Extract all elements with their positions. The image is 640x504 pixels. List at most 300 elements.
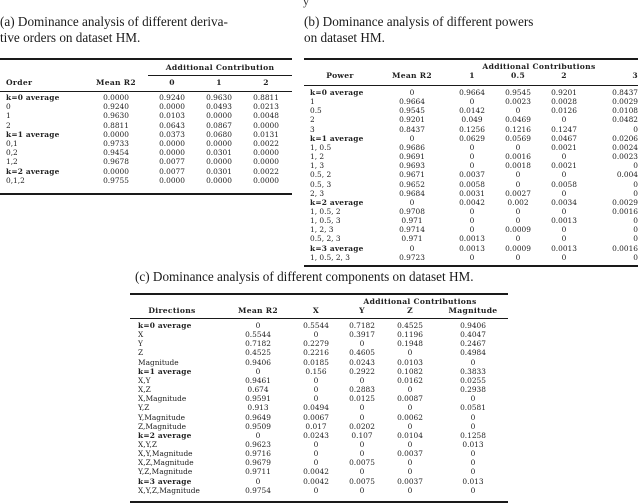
table-c-col-directions: Directions xyxy=(148,306,196,315)
row-value: 0.0009 xyxy=(505,225,531,235)
row-value: 0 xyxy=(470,412,476,422)
row-value: 0.0142 xyxy=(459,106,485,116)
row-value: 0.013 xyxy=(462,439,484,449)
row-label: 0 xyxy=(6,102,11,112)
row-value: 0 xyxy=(470,449,476,459)
row-value: 0.1082 xyxy=(397,366,423,376)
table-row xyxy=(130,358,508,367)
row-value: 0 xyxy=(255,430,261,440)
row-label: 1,2 xyxy=(6,157,18,167)
row-label: 2, 3 xyxy=(310,188,325,198)
row-value: 0.0000 xyxy=(103,129,129,139)
row-label: 0.5 xyxy=(310,106,322,116)
row-value: 0.017 xyxy=(305,421,327,431)
row-value: 0.9240 xyxy=(103,102,129,112)
row-value: 0.0024 xyxy=(612,142,638,152)
table-c-col-mean-r2: Mean R2 xyxy=(237,306,279,315)
row-value: 0.9691 xyxy=(399,152,425,162)
row-label: k=3 average xyxy=(310,243,364,253)
row-value: 0.0000 xyxy=(253,120,279,130)
row-value: 0.9671 xyxy=(399,170,425,180)
table-row xyxy=(130,385,508,394)
table-a-caption-line2: tive orders on dataset HM. xyxy=(0,30,141,45)
table-row xyxy=(130,376,508,385)
row-label: 1 xyxy=(6,111,11,121)
row-label: X,Y,Magnitude xyxy=(138,449,193,459)
row-value: 0.4525 xyxy=(397,321,423,330)
row-value: 0.9716 xyxy=(245,449,271,459)
row-value: 0.0077 xyxy=(159,166,185,176)
row-label: 0,2 xyxy=(6,148,18,158)
row-value: 0.0021 xyxy=(551,161,577,171)
row-label: X,Magnitude xyxy=(138,394,187,404)
table-row xyxy=(130,339,508,348)
row-value: 0.0016 xyxy=(612,206,638,216)
row-label: Z xyxy=(138,348,144,358)
row-value: 0.0493 xyxy=(206,102,232,112)
row-value: 0.0013 xyxy=(551,243,577,253)
row-value: 0 xyxy=(515,106,521,116)
row-value: 0 xyxy=(313,449,319,459)
row-label: X,Z,Magnitude xyxy=(138,458,194,468)
row-value: 0 xyxy=(407,439,413,449)
table-row xyxy=(130,367,508,376)
table-b-col-2: 2 xyxy=(561,71,567,80)
row-value: 0 xyxy=(359,439,365,449)
row-value: 0.0301 xyxy=(206,166,232,176)
row-value: 0.004 xyxy=(616,170,638,180)
row-value: 0 xyxy=(515,206,521,216)
row-value: 0.9754 xyxy=(245,485,271,495)
row-value: 0.1256 xyxy=(459,124,485,134)
row-label: X xyxy=(138,330,144,340)
row-label: k=2 average xyxy=(6,166,60,176)
row-value: 0.0467 xyxy=(551,133,577,143)
table-row xyxy=(130,422,508,431)
row-label: X,Y xyxy=(138,375,151,385)
row-label: 1, 2 xyxy=(310,152,325,162)
table-row xyxy=(130,321,508,330)
row-value: 0.0000 xyxy=(206,157,232,167)
row-value: 0.5544 xyxy=(245,330,271,340)
table-row xyxy=(130,348,508,357)
row-value: 0 xyxy=(469,152,475,162)
row-value: 0.9714 xyxy=(399,225,425,235)
row-value: 0.5544 xyxy=(303,321,329,330)
row-value: 0.4047 xyxy=(460,330,486,340)
row-value: 0.0000 xyxy=(206,111,232,121)
row-value: 0.9623 xyxy=(245,439,271,449)
row-value: 0.0028 xyxy=(551,97,577,107)
table-row xyxy=(130,403,508,412)
row-label: 0.5, 2 xyxy=(310,170,332,180)
row-value: 0.0126 xyxy=(551,106,577,116)
row-label: k=1 average xyxy=(310,133,364,143)
row-value: 0.1216 xyxy=(505,124,531,134)
row-value: 0.2883 xyxy=(349,385,375,395)
row-label: Z,Magnitude xyxy=(138,421,187,431)
row-label: 1, 3 xyxy=(310,161,325,171)
table-c-caption: (c) Dominance analysis of different components on dataset HM. xyxy=(135,269,474,284)
row-label: 1 xyxy=(310,97,315,107)
row-value: 0.9545 xyxy=(399,106,425,116)
row-value: 0.9630 xyxy=(103,111,129,121)
row-label: k=0 average xyxy=(138,321,192,330)
row-value: 0 xyxy=(633,216,638,226)
row-label: k=0 average xyxy=(6,93,60,102)
row-value: 0 xyxy=(469,97,475,107)
row-value: 0.0103 xyxy=(159,111,185,121)
row-value: 0.0067 xyxy=(303,412,329,422)
row-value: 0 xyxy=(561,170,567,180)
row-value: 0 xyxy=(515,234,521,244)
row-label: 0,1 xyxy=(6,139,18,148)
table-c xyxy=(130,0,508,504)
row-value: 0.9545 xyxy=(505,88,531,97)
table-b-caption-line2: on dataset HM. xyxy=(304,30,385,45)
row-value: 0.0206 xyxy=(612,133,638,143)
row-value: 0.0022 xyxy=(253,166,279,176)
row-value: 0.9591 xyxy=(245,394,271,404)
row-value: 0 xyxy=(407,403,413,413)
row-value: 0.9649 xyxy=(245,412,271,422)
row-value: 0.0029 xyxy=(612,197,638,207)
row-label: X,Z xyxy=(138,385,151,395)
row-value: 0.0016 xyxy=(612,243,638,253)
table-row xyxy=(130,458,508,467)
table-row xyxy=(130,449,508,458)
row-value: 0.3917 xyxy=(349,330,375,340)
row-value: 0.002 xyxy=(507,197,529,207)
row-value: 0.0680 xyxy=(206,129,232,139)
row-value: 0.107 xyxy=(351,430,373,440)
row-value: 0.0131 xyxy=(253,129,279,139)
row-label: k=1 average xyxy=(6,129,60,139)
row-label: k=1 average xyxy=(138,366,192,376)
row-value: 0 xyxy=(407,458,413,468)
row-value: 0.9684 xyxy=(399,188,425,198)
row-value: 0.8811 xyxy=(253,93,279,102)
row-value: 0 xyxy=(409,197,415,207)
row-value: 0 xyxy=(633,179,638,189)
row-value: 0.9406 xyxy=(245,357,271,367)
row-value: 0 xyxy=(313,385,319,395)
row-value: 0 xyxy=(469,225,475,235)
row-label: 2 xyxy=(6,120,11,130)
row-value: 0.1196 xyxy=(397,330,423,340)
row-label: Y,Z xyxy=(138,403,150,413)
row-value: 0 xyxy=(561,206,567,216)
row-value: 0.9708 xyxy=(399,206,425,216)
table-row xyxy=(130,467,508,476)
table-row xyxy=(130,330,508,339)
table-a-col-order: Order xyxy=(6,78,33,87)
row-value: 0.9679 xyxy=(245,458,271,468)
row-value: 0.0022 xyxy=(253,139,279,148)
row-value: 0 xyxy=(313,375,319,385)
row-value: 0.1948 xyxy=(397,339,423,349)
row-value: 0.0037 xyxy=(459,170,485,180)
row-label: 0.5, 2, 3 xyxy=(310,234,341,244)
row-value: 0.0469 xyxy=(505,115,531,125)
row-value: 0.9454 xyxy=(103,148,129,158)
row-value: 0 xyxy=(469,161,475,171)
row-value: 0.0013 xyxy=(551,216,577,226)
row-value: 0 xyxy=(470,421,476,431)
table-row xyxy=(130,413,508,422)
row-value: 0.0243 xyxy=(349,357,375,367)
row-value: 0 xyxy=(407,485,413,495)
row-value: 0 xyxy=(407,385,413,395)
row-value: 0.0042 xyxy=(303,467,329,477)
row-label: k=2 average xyxy=(310,197,364,207)
row-value: 0.1258 xyxy=(460,430,486,440)
row-value: 0 xyxy=(633,161,638,171)
row-value: 0.0125 xyxy=(349,394,375,404)
row-value: 0.0867 xyxy=(206,120,232,130)
row-value: 0 xyxy=(255,476,261,486)
table-c-header-row xyxy=(130,306,508,315)
table-c-group-header-row xyxy=(130,297,508,306)
row-value: 0 xyxy=(359,339,365,349)
row-value: 0 xyxy=(313,485,319,495)
row-value: 0.9686 xyxy=(399,142,425,152)
row-value: 0.0023 xyxy=(612,152,638,162)
row-value: 0.9406 xyxy=(460,321,486,330)
row-value: 0.0013 xyxy=(459,234,485,244)
row-value: 0.0000 xyxy=(206,139,232,148)
row-value: 0.0213 xyxy=(253,102,279,112)
row-value: 0 xyxy=(407,421,413,431)
table-a-col-0: 0 xyxy=(169,78,175,87)
row-value: 0 xyxy=(255,366,261,376)
table-row xyxy=(130,431,508,440)
row-value: 0.1247 xyxy=(551,124,577,134)
row-value: 0.0037 xyxy=(397,476,423,486)
row-value: 0.0087 xyxy=(397,394,423,404)
row-value: 0.0162 xyxy=(397,375,423,385)
row-value: 0.0013 xyxy=(459,243,485,253)
row-value: 0.0000 xyxy=(159,139,185,148)
row-label: Y,Z,Magnitude xyxy=(138,467,193,477)
row-value: 0.0018 xyxy=(505,161,531,171)
table-row xyxy=(130,477,508,486)
row-value: 0.0482 xyxy=(612,115,638,125)
row-value: 0.0000 xyxy=(159,175,185,185)
row-value: 0.0103 xyxy=(397,357,423,367)
row-value: 0.0000 xyxy=(103,93,129,102)
row-value: 0.0255 xyxy=(460,375,486,385)
table-b-col-1: 1 xyxy=(469,71,475,80)
row-value: 0 xyxy=(633,252,638,262)
row-value: 0.0037 xyxy=(397,449,423,459)
row-value: 0.0077 xyxy=(159,157,185,167)
row-value: 0.4605 xyxy=(349,348,375,358)
row-value: 0.0643 xyxy=(159,120,185,130)
row-value: 0.9733 xyxy=(103,139,129,148)
row-value: 0.9711 xyxy=(245,467,271,477)
row-value: 0.0000 xyxy=(159,102,185,112)
row-value: 0.9693 xyxy=(399,161,425,171)
row-value: 0.0000 xyxy=(253,175,279,185)
row-value: 0.049 xyxy=(461,115,483,125)
row-value: 0.0000 xyxy=(159,148,185,158)
row-value: 0 xyxy=(515,216,521,226)
row-value: 0.0581 xyxy=(460,403,486,413)
row-value: 0 xyxy=(633,225,638,235)
table-c-col-y: Y xyxy=(359,306,365,315)
row-label: k=2 average xyxy=(138,430,192,440)
row-value: 0.2922 xyxy=(349,366,375,376)
row-value: 0 xyxy=(313,439,319,449)
row-value: 0 xyxy=(313,458,319,468)
row-value: 0.9652 xyxy=(399,179,425,189)
row-value: 0 xyxy=(409,88,415,97)
row-value: 0 xyxy=(359,485,365,495)
row-value: 0.0021 xyxy=(551,142,577,152)
row-label: X,Y,Z,Magnitude xyxy=(138,485,200,495)
row-value: 0 xyxy=(313,394,319,404)
row-value: 0 xyxy=(359,403,365,413)
row-value: 0.913 xyxy=(247,403,269,413)
row-value: 0.674 xyxy=(247,385,269,395)
stray-glyph: y xyxy=(303,0,309,8)
row-value: 0 xyxy=(470,485,476,495)
row-label: k=3 average xyxy=(138,476,192,486)
row-value: 0.0048 xyxy=(253,111,279,121)
table-c-col-magnitude: Magnitude xyxy=(448,306,498,315)
row-value: 0.0185 xyxy=(303,357,329,367)
row-label: 3 xyxy=(310,124,315,134)
row-value: 0 xyxy=(633,188,638,198)
row-value: 0 xyxy=(469,142,475,152)
row-value: 0.4984 xyxy=(460,348,486,358)
row-value: 0 xyxy=(561,188,567,198)
row-label: 0,1,2 xyxy=(6,175,25,185)
row-value: 0 xyxy=(407,348,413,358)
row-value: 0.0009 xyxy=(505,243,531,253)
row-value: 0.8811 xyxy=(103,120,129,130)
row-label: Magnitude xyxy=(138,357,179,367)
row-value: 0.9664 xyxy=(399,97,425,107)
row-value: 0.0301 xyxy=(206,148,232,158)
row-value: 0 xyxy=(313,330,319,340)
row-value: 0 xyxy=(633,234,638,244)
row-value: 0.9678 xyxy=(103,157,129,167)
row-value: 0 xyxy=(561,115,567,125)
row-label: 1, 0.5, 2 xyxy=(310,206,341,216)
row-label: X,Y,Z xyxy=(138,439,158,449)
row-value: 0.156 xyxy=(305,366,327,376)
row-label: 1, 2, 3 xyxy=(310,225,334,235)
row-label: 0.5, 3 xyxy=(310,179,332,189)
row-value: 0 xyxy=(515,252,521,262)
row-value: 0.013 xyxy=(462,476,484,486)
row-value: 0.0023 xyxy=(505,97,531,107)
row-value: 0 xyxy=(470,467,476,477)
row-label: 1, 0.5, 2, 3 xyxy=(310,252,350,262)
row-label: 1, 0.5 xyxy=(310,142,332,152)
table-row xyxy=(130,440,508,449)
row-label: 2 xyxy=(310,115,315,125)
row-value: 0.0062 xyxy=(397,412,423,422)
row-label: Y,Magnitude xyxy=(138,412,185,422)
row-value: 0.9509 xyxy=(245,421,271,431)
row-value: 0 xyxy=(359,412,365,422)
row-value: 0.971 xyxy=(401,216,423,226)
row-value: 0.0629 xyxy=(459,133,485,143)
row-value: 0.8437 xyxy=(612,88,638,97)
row-value: 0.9755 xyxy=(103,175,129,185)
row-value: 0.971 xyxy=(401,234,423,244)
table-a-col-2: 2 xyxy=(263,78,269,87)
row-value: 0 xyxy=(561,252,567,262)
row-value: 0.0058 xyxy=(459,179,485,189)
row-label: Y xyxy=(138,339,143,349)
row-value: 0 xyxy=(469,252,475,262)
row-value: 0 xyxy=(359,467,365,477)
row-value: 0.0031 xyxy=(459,188,485,198)
table-b-col-power: Power xyxy=(326,71,354,80)
row-value: 0.0075 xyxy=(349,476,375,486)
row-value: 0.0000 xyxy=(206,175,232,185)
row-value: 0.0058 xyxy=(551,179,577,189)
row-value: 0.0075 xyxy=(349,458,375,468)
row-value: 0.7182 xyxy=(245,339,271,349)
row-value: 0.0016 xyxy=(505,152,531,162)
row-value: 0.9461 xyxy=(245,375,271,385)
table-c-col-x: X xyxy=(312,306,320,315)
row-value: 0.2279 xyxy=(303,339,329,349)
row-value: 0.0494 xyxy=(303,403,329,413)
row-value: 0.0373 xyxy=(159,129,185,139)
row-value: 0.0000 xyxy=(103,166,129,176)
row-value: 0 xyxy=(255,321,261,330)
row-value: 0.0034 xyxy=(551,197,577,207)
table-b-caption-line1: (b) Dominance analysis of different powers xyxy=(304,14,534,29)
row-value: 0.9664 xyxy=(459,88,485,97)
row-value: 0 xyxy=(409,243,415,253)
row-value: 0.0042 xyxy=(459,197,485,207)
row-value: 0.9201 xyxy=(399,115,425,125)
table-b-col-0-5: 0.5 xyxy=(510,71,526,80)
row-value: 0 xyxy=(561,225,567,235)
row-value: 0.9630 xyxy=(206,93,232,102)
table-a-group-header: Additional Contribution xyxy=(165,63,275,72)
row-value: 0.0000 xyxy=(253,148,279,158)
row-value: 0.4525 xyxy=(245,348,271,358)
row-value: 0 xyxy=(515,170,521,180)
row-label: k=0 average xyxy=(310,88,364,97)
row-value: 0 xyxy=(561,152,567,162)
row-value: 0 xyxy=(359,375,365,385)
row-value: 0.3833 xyxy=(460,366,486,376)
table-row xyxy=(130,486,508,495)
row-value: 0 xyxy=(469,216,475,226)
row-value: 0.0042 xyxy=(303,476,329,486)
row-value: 0.0243 xyxy=(303,430,329,440)
row-value: 0.9723 xyxy=(399,252,425,262)
row-value: 0.8437 xyxy=(399,124,425,134)
table-c-group-header: Additional Contributions xyxy=(363,297,477,306)
row-value: 0.0569 xyxy=(505,133,531,143)
row-value: 0.2467 xyxy=(460,339,486,349)
table-row xyxy=(130,394,508,403)
row-value: 0.0108 xyxy=(612,106,638,116)
row-value: 0.9201 xyxy=(551,88,577,97)
table-a-col-mean-r2: Mean R2 xyxy=(95,78,137,87)
table-b-col-3: 3 xyxy=(632,71,638,80)
